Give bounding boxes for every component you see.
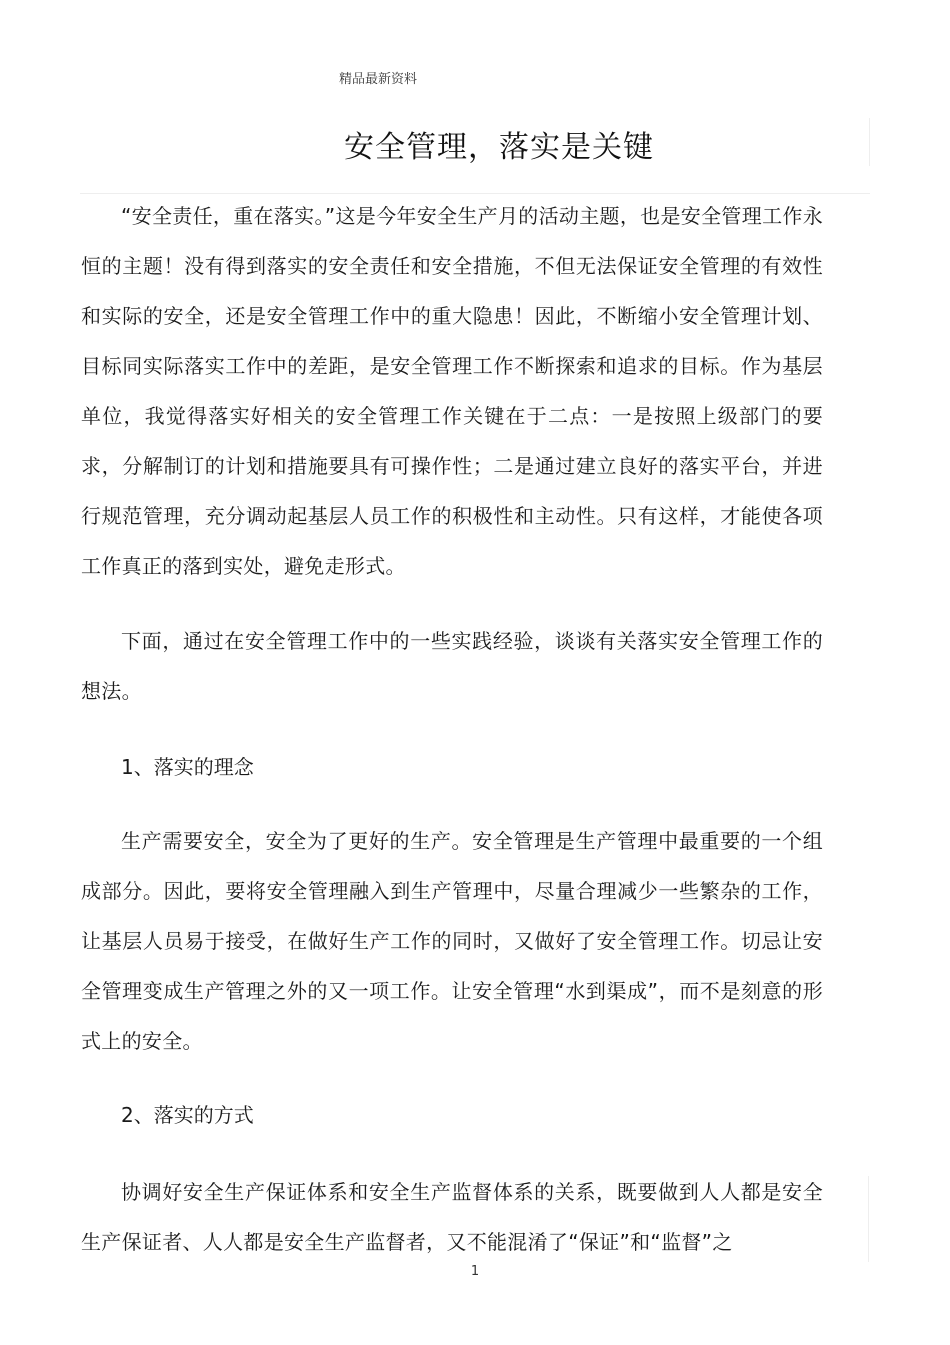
header-label: 精品最新资料 [339,72,418,87]
section-heading-1: 1、落实的理念 [121,755,254,779]
paragraph-section-2: 协调好安全生产保证体系和安全生产监督体系的关系，既要做到人人都是安全生产保证者、人人都是安全生产监督者，又不能混淆了“保证”和“监督”之 [81,1180,823,1254]
paragraph-section-1: 生产需要安全，安全为了更好的生产。安全管理是生产管理中最重要的一个组成部分。因此，要将安全管理融入到生产管理中，尽量合理减少一些繁杂的工作，让基层人员易于接受，在做好生产工作的同时，又做好了安全管理工作。切忌让安全管理变成生产管理之外的又一项工作。让安全管理“水到渠成”，而不是刻意的形式上的安全。 [81,829,823,1053]
divider-vertical-bottom [868,1176,869,1262]
paragraph-transition: 下面，通过在安全管理工作中的一些实践经验，谈谈有关落实安全管理工作的想法。 [81,629,823,703]
page-title: 安全管理，落实是关键 [344,130,654,165]
page-number: 1 [470,1264,480,1279]
paragraph-intro: “安全责任，重在落实。”这是今年安全生产月的活动主题，也是安全管理工作永恒的主题！没有得到落实的安全责任和安全措施，不但无法保证安全管理的有效性和实际的安全，还是安全管理工作中的重大隐患！因此，不断缩小安全管理计划、目标同实际落实工作中的差距，是安全管理工作不断探索和追求的目标。作为基层单位，我觉得落实好相关的安全管理工作关键在于二点：一是按照上级部门的要求，分解制订的计划和措施要具有可操作性；二是通过建立良好的落实平台，并进行规范管理，充分调动起基层人员工作的积极性和主动性。只有这样，才能使各项工作真正的落到实处，避免走形式。 [81,204,823,578]
divider-vertical-top [869,118,870,166]
section-heading-2: 2、落实的方式 [121,1103,254,1127]
